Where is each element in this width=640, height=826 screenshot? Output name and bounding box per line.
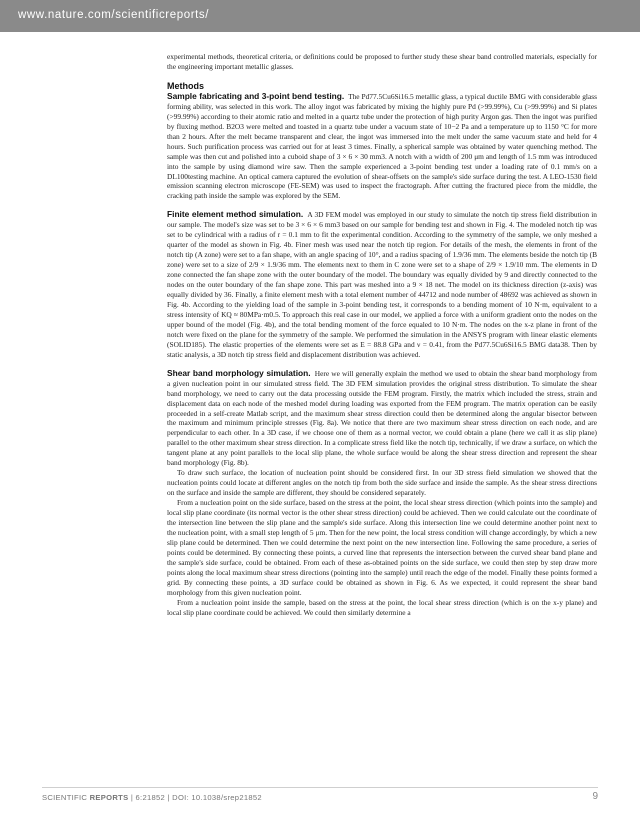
sample-fabrication-heading: Sample fabricating and 3-point bend testing.: [167, 90, 345, 101]
shear-band-paragraph-1: [167, 369, 597, 469]
footer-citation: [42, 793, 262, 802]
doi-citation: | 6:21852 | DOI: 10.1038/srep21852: [128, 793, 262, 802]
page-number: 9: [592, 791, 598, 802]
fem-heading: Finite element method simulation.: [167, 209, 304, 220]
fem-paragraph: [167, 210, 597, 359]
methods-heading: Methods: [167, 80, 204, 91]
journal-url-link[interactable]: www.nature.com/scientificreports/: [18, 9, 210, 21]
shear-band-text-1: Here we will generally explain the method we used to obtain the shear band morphology from a given nucleation point in our simulated stress field. The 3D FEM simulation provides the original stress distribution. To simulate the shear band morphology, we need to carry out the data processing outside the FEM program. Firstly, the matrix which included the stress, strain and displacement data on each node of the meshed model during loading was exported from the FEM program. The matrix operation can be easily proceeded in a self-create Matlab script, and the maximum shear stress direction could then be determined along the angular bisector between the maximum and minimum principle stresses (Fig. 8a). We notice that there are two maximum shear stress direction on each node, and are perpendicular to each other. In a 3D case, if we choose one of them as a normal vector, we could obtain a plane (here we call it as slip plane) parallel to the other maximum shear stress direction. In a complicate stress field like the notch tip, technically, if we draw a surface, on which the tangent plane at any point parallels to the local slip plane, the whole surface would be along the shear stress direction and represent the shear band morphology (Fig. 8b).: [167, 368, 597, 468]
fem-text: A 3D FEM model was employed in our study to simulate the notch tip stress field distribution in our sample. The model's size was set to be 3 × 6 × 6 mm3 based on our sample for bending test and shown in Fig. 4. The modeled notch tip was set to be cylindrical with a radius of r = 0.1 mm to fit the experimental condition. According to the symmetry of the sample, we only meshed a quarter of the model as shown in Fig. 4b. Finer mesh was used near the notch tip region. For details of the mesh, the elements in front of the notch tip (A zone) were set to a fan shape, with an angle spacing of 10°, and a radius spacing of 1.9/36 mm. The elements beside the notch tip (B zone) were set to a size of 2/9 × 1.9/36 mm. The elements next to them in C zone were set to a shape of 2/9 × 1.9/10 mm. The elements in D zone connected the fan shape zone with the outer boundary of the model. The boundary was equally divided by 9 and directly connected to the nodes on the outer boundary of the fan shape zone. This part was meshed into a 9 × 18 net. The model on its thickness direction (z-axis) was equally divided by 36. Finally, a finite element mesh with a total element number of 44712 and node number of 48692 was achieved as shown in Fig. 4b. According to the yielding load of the sample in 3-point bending test, it corresponds to a bending moment of 10 N·m, equivalent to a stress intensity of KQ ≈ 80MPa·m0.5. To approach this real case in our model, we applied a force with a uniform gradient onto the nodes on the upper bound of the model (Fig. 4b), and the total bending moment of the force equaled to 10 N·m. The nodes on the x-z plane in front of the notch were fixed on the plane for the symmetry of the sample. We performed the simulation in the ANSYS program with linear elastic elements (SOLID185). The elastic properties of the elements were set as E = 88.8 GPa and ν = 0.41, from the Pd77.5Cu6Si16.5 BMG data38. Then by static analysis, a 3D notch tip stress field and displacement distribution was achieved.: [167, 210, 597, 359]
journal-name-light: SCIENTIFIC: [42, 793, 88, 802]
shear-band-heading: Shear band morphology simulation.: [167, 367, 311, 378]
shear-band-paragraph-4: From a nucleation point inside the sample, based on the stress at the point, the local shear stress direction (which is on the x-y plane) and local slip plane coordinate could be achieved. We could then similarly determine a: [167, 597, 597, 617]
article-body: [167, 52, 597, 618]
intro-paragraph: experimental methods, theoretical criteria, or definitions could be proposed to further study these shear band controlled materials, especially for the engineering important metallic glasses.: [167, 52, 597, 71]
sample-fabrication-text: The Pd77.5Cu6Si16.5 metallic glass, a typical ductile BMG with considerable glass forming ability, was selected in this work. The alloy ingot was fabricated by mixing the highly pure Pd (>99.99%), Cu (>99.99%) and Si plates (>99.99%) according to their atomic ratio and melted in a quartz tube under the protection of high purity Argon gas. Then the ingot was purified by fluxing method. B2O3 were melted and toasted in a quartz tube under a vacuum state of 10−2 Pa and a temperature up to 1150 °C for more than 2 hours. After the melt became transparent and clear, the ingot was immersed into the melt under the same vacuum state and held for 4 hours. Such purification process was carried out for at least 3 times. Finally, a spherical sample was obtained by water quenching method. The sample was then cut and polished into a cuboid shape of 3 × 6 × 30 mm3. A notch with a width of 200 μm and length of 1.5 mm was introduced into the sample by using diamond wire saw. Then the sample experienced a 3-point bending test under a loading rate of 0.1 mm/s on a DL100testing machine. An optical camera captured the evolution of shear-offsets on the sample's side surface during the test. A LEO-1530 field emission scanning electron microscope (FE-SEM) was used to inspect the fractograph. After cutting the fractured piece from the middle, the cracking path inside the sample was explored by the SEM.: [167, 91, 597, 201]
journal-header-bar: [0, 0, 640, 32]
journal-name-bold: REPORTS: [89, 793, 129, 802]
page-footer: [42, 787, 598, 802]
sample-fabrication-paragraph: [167, 92, 597, 201]
shear-band-paragraph-2: To draw such surface, the location of nucleation point should be considered first. In our 3D stress field simulation we showed that the nucleation points could locate at different angles on the notch tip from both the side surface and inside the sample. As the shear stress directions on the surface and inside the sample are different, they should be considered separately.: [167, 468, 597, 498]
shear-band-paragraph-3: From a nucleation point on the side surface, based on the stress at the point, the local shear stress direction (which points into the sample) and local slip plane coordinate (its normal vector is the other shear stress direction) could be achieved. Then we could calculate out the coordinate of the intersection line between the slip plane and the sample's side surface. Along this intersection line we could determine another point next to the nucleation point, with a small step length of 5 μm. Then for the new point, the local stress condition will change accordingly, by which a new slip plane could be determined. Then we could determine the next point on the new intersection line. Following the same procedure, a series of points could be determined. By connecting these points, a curved line that represents the intersection between the curved shear band plane and the sample's side surface, could be obtained. From each of these as-obtained points on the side surface, we could then step by step draw more points along the local maximum shear stress directions (pointing into the sample) until reach the edge of the model. Finally these points formed a grid. By connecting these points, a 3D surface could be obtained as shown in Fig. 6. As we expected, it could represent the shear band morphology from this given nucleation point.: [167, 498, 597, 597]
